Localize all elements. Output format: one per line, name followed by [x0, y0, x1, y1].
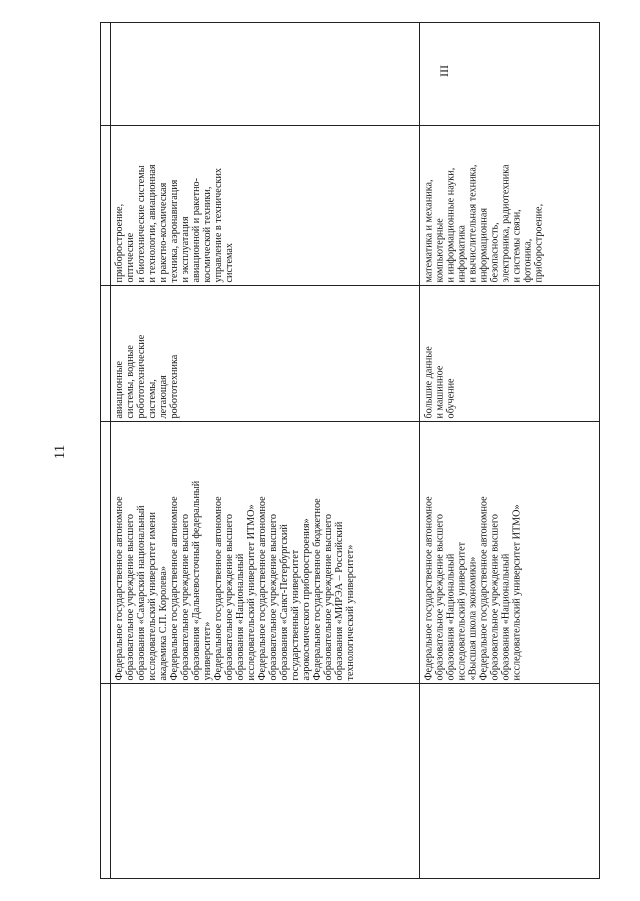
- text-line: образования «Дальневосточный федеральный: [191, 480, 202, 680]
- row1-direction-cell: [111, 286, 419, 421]
- text-line: образования «МИРЭА – Российский: [334, 521, 345, 680]
- text-line: государственный университет: [290, 549, 301, 680]
- text-line: космической техники,: [202, 186, 213, 282]
- text-line: большие данные: [423, 345, 434, 418]
- text-line: и вычислительная техника,: [467, 164, 478, 282]
- text-line: электроника, радиотехника: [500, 163, 511, 282]
- text-line: технологический университет»: [345, 544, 356, 680]
- text-line: исследовательский университет ИТМО»: [246, 503, 257, 680]
- text-line: фотоника,: [522, 238, 533, 282]
- text-line: обучение: [445, 377, 456, 418]
- text-line: Федеральное государственное автономное: [257, 495, 268, 680]
- text-line: университет»: [202, 621, 213, 680]
- text-line: робототехника: [169, 354, 180, 418]
- text-line: Федеральное государственное автономное: [213, 495, 224, 680]
- text-line: летающая: [158, 374, 169, 418]
- text-line: исследовательский университет ИТМО»: [511, 503, 522, 680]
- row2-direction: [423, 289, 596, 418]
- text-line: образования «Санкт-Петербургский: [279, 523, 290, 680]
- text-line: образования «Национальный: [235, 553, 246, 680]
- row2-organizations-cell: [420, 422, 599, 683]
- text-line: Федеральное государственное автономное: [114, 495, 125, 680]
- text-line: авиационной и ракетно-: [191, 177, 202, 282]
- text-line: Федеральное государственное бюджетное: [312, 497, 323, 680]
- text-line: приборостроение,: [533, 203, 544, 282]
- text-line: образовательное учреждение высшего: [180, 513, 191, 680]
- text-line: образовательное учреждение высшего: [125, 513, 136, 680]
- text-line: приборостроение,: [114, 203, 125, 282]
- text-line: образования «Самарский национальный: [136, 504, 147, 680]
- text-line: и информационные науки,: [445, 167, 456, 282]
- text-line: образовательное учреждение высшего: [323, 513, 334, 680]
- row2-direction-cell: [420, 286, 599, 421]
- text-line: и ракетно-космическая: [158, 182, 169, 282]
- text-line: компьютерные: [434, 217, 445, 282]
- text-line: и биотехнические системы: [136, 164, 147, 282]
- row2-fields: [423, 129, 596, 282]
- text-line: образования «Национальный: [445, 553, 456, 680]
- column-divider-4: [101, 683, 599, 684]
- row1-fields-cell: [111, 126, 419, 285]
- text-line: системы, водные: [125, 344, 136, 418]
- text-line: управление в технических: [213, 167, 224, 282]
- row2-organizations: [423, 425, 596, 680]
- row2-fields-cell: [420, 126, 599, 285]
- text-line: безопасность,: [489, 221, 500, 282]
- text-line: академика С.П. Королева»: [158, 565, 169, 680]
- row1-organizations: [114, 425, 416, 680]
- text-line: Федеральное государственное автономное: [423, 495, 434, 680]
- text-line: и машинное: [434, 365, 445, 418]
- text-line: и эксплуатация: [180, 215, 191, 282]
- row1-fields: [114, 129, 416, 282]
- text-line: информатика: [456, 224, 467, 282]
- text-line: системах: [224, 242, 235, 282]
- text-line: робототехнические: [136, 334, 147, 418]
- text-line: системы,: [147, 378, 158, 418]
- text-line: Федеральное государственное автономное: [478, 495, 489, 680]
- text-line: оптические: [125, 232, 136, 282]
- row2-group-number: III: [437, 65, 451, 77]
- text-line: Федеральное государственное автономное: [169, 495, 180, 680]
- text-line: исследовательский университет: [456, 541, 467, 680]
- text-line: образовательное учреждение высшего: [489, 513, 500, 680]
- text-line: и системы связи,: [511, 208, 522, 282]
- text-line: информационная: [478, 207, 489, 282]
- programs-table: [100, 22, 600, 879]
- text-line: образовательное учреждение высшего: [434, 513, 445, 680]
- text-line: исследовательский университет имени: [147, 511, 158, 680]
- text-line: образования «Национальный: [500, 553, 511, 680]
- text-line: авиационные: [114, 360, 125, 418]
- row1-organizations-cell: [111, 422, 419, 683]
- text-line: аэрокосмического приборостроения»: [301, 517, 312, 680]
- text-line: образовательное учреждение высшего: [268, 513, 279, 680]
- row1-direction: [114, 289, 416, 418]
- text-line: образовательное учреждение высшего: [224, 513, 235, 680]
- text-line: «Высшая школа экономики»: [467, 556, 478, 680]
- page-number: 11: [52, 444, 68, 460]
- text-line: и технологии, авиационная: [147, 163, 158, 282]
- text-line: техника, аэронавигация: [169, 179, 180, 282]
- text-line: математика и механика,: [423, 178, 434, 282]
